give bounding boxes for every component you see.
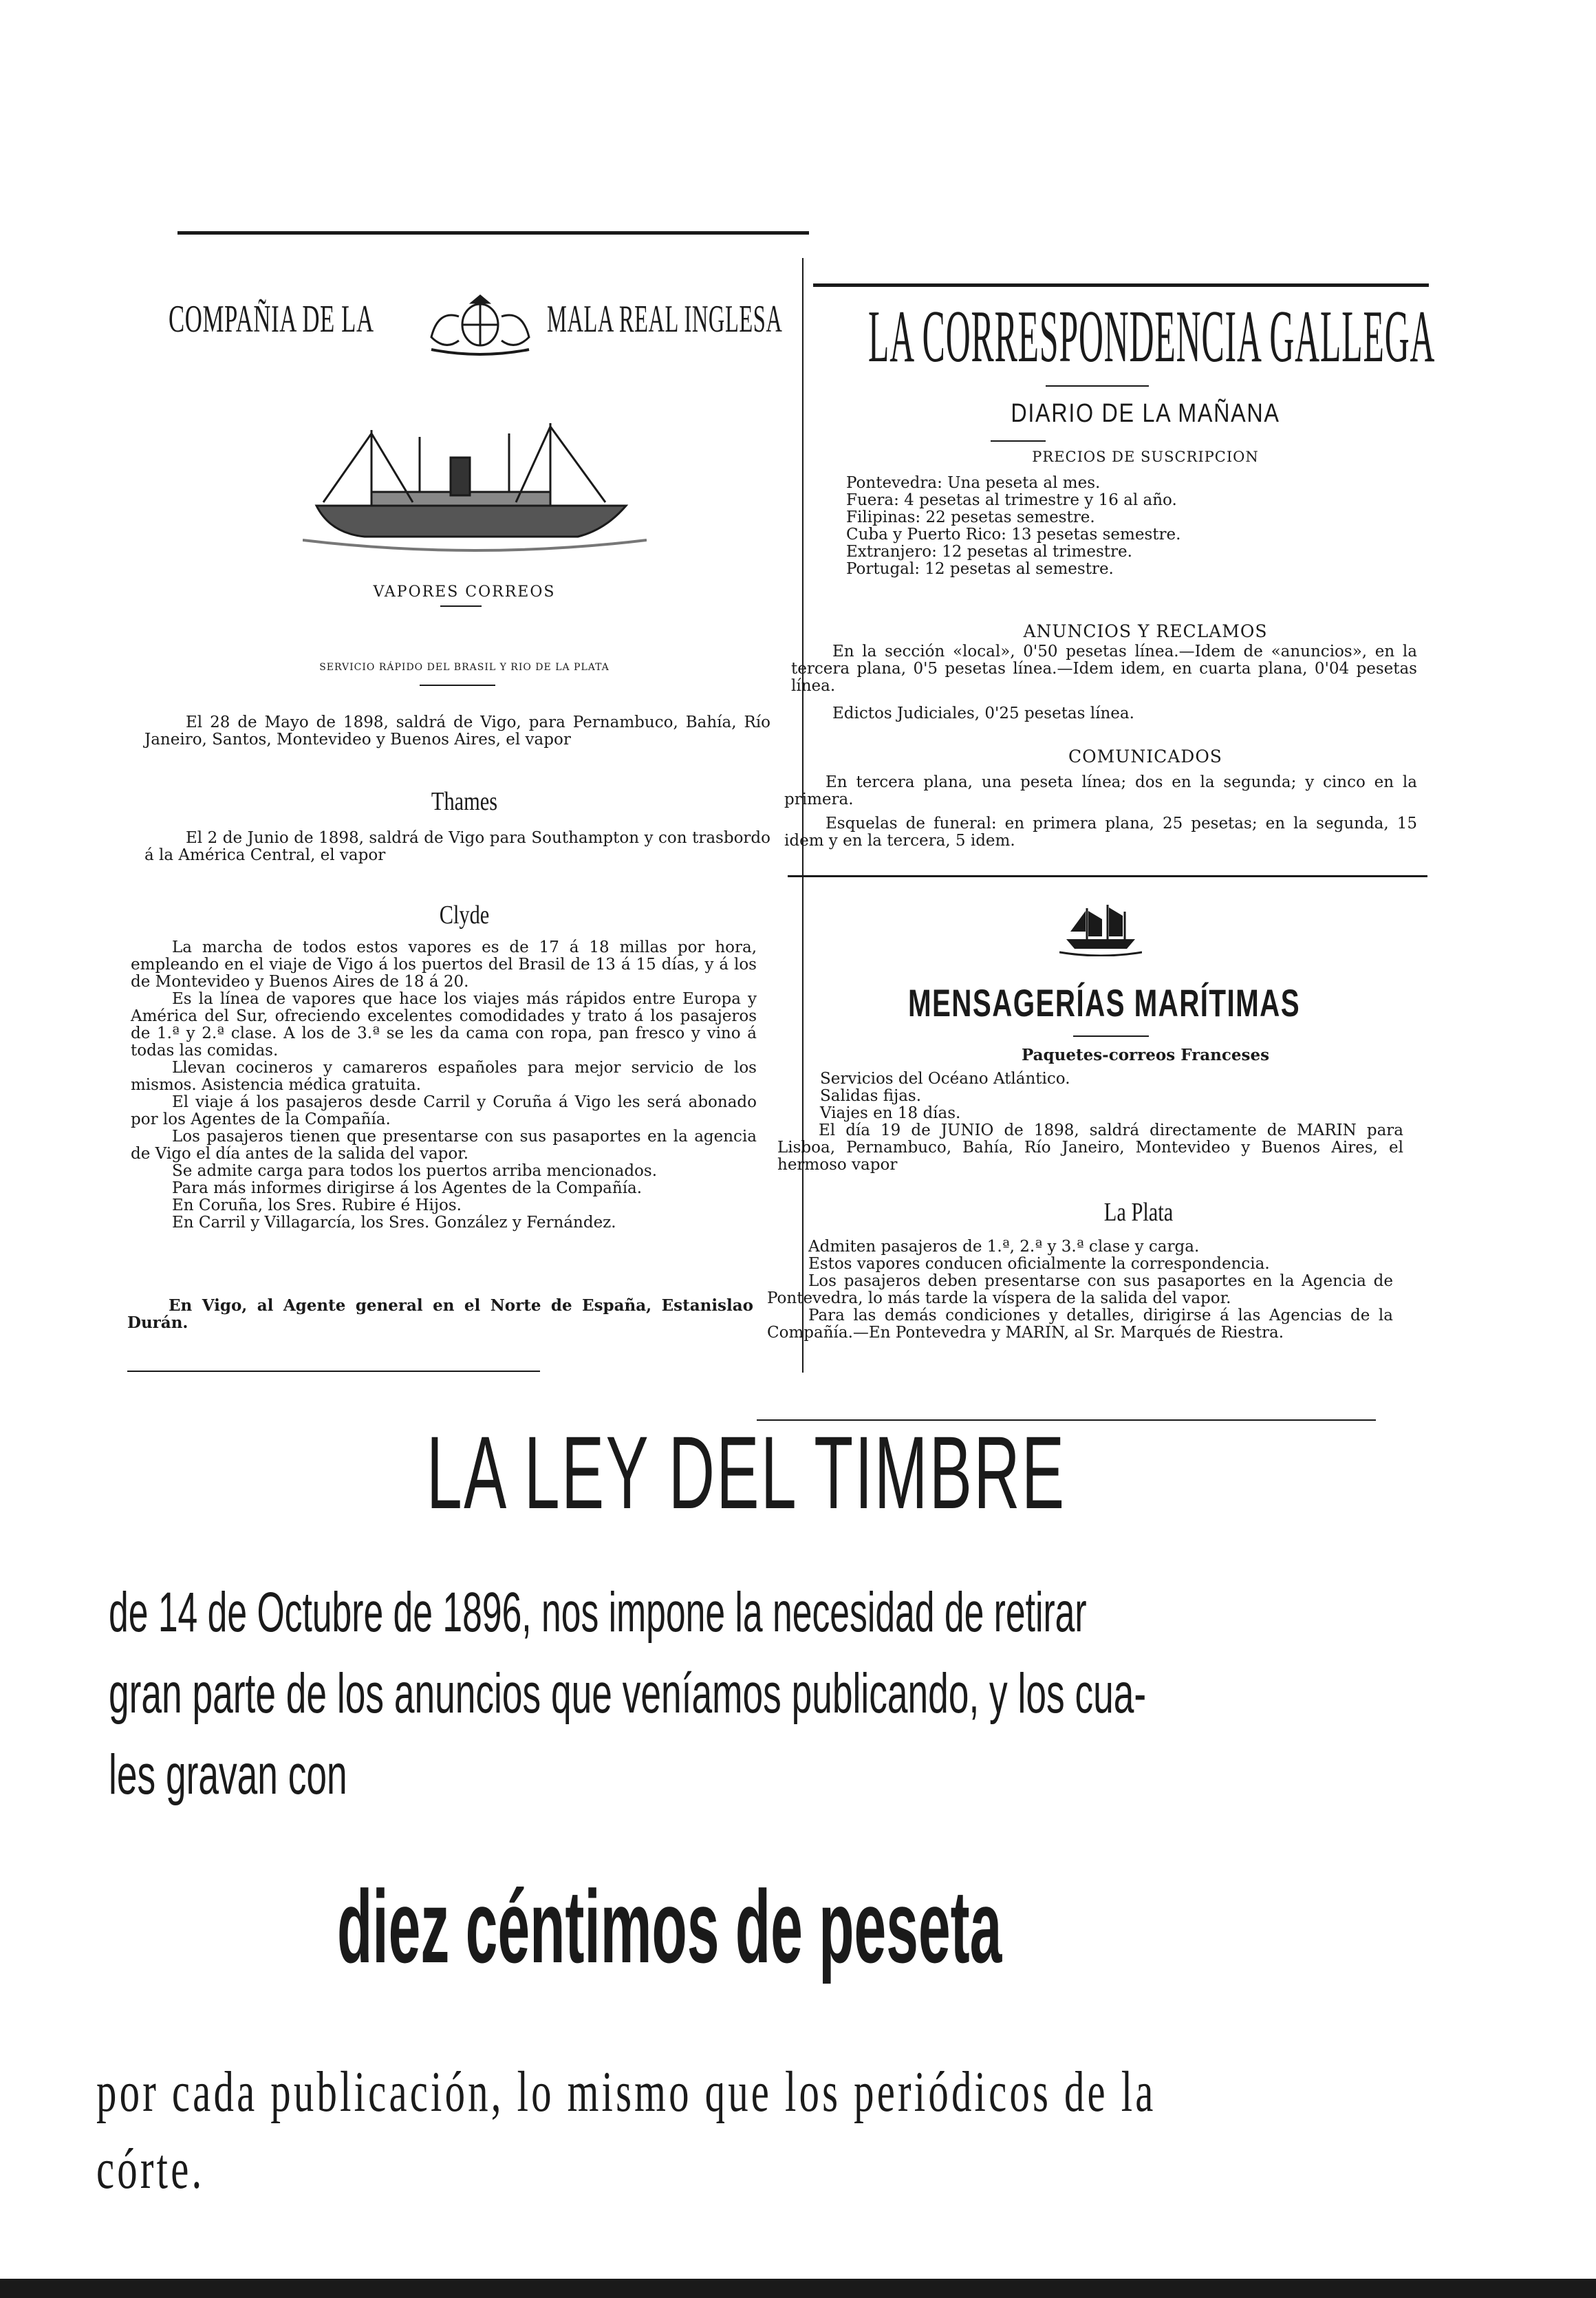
masthead-underline	[1046, 385, 1149, 387]
paragraph-speed: La marcha de todos estos vapores es de 17 á 18 millas por hora, empleando en el viaje de Vigo á los puertos del Brasil de 13 á 15 días, y á los de Montevideo y Buenos Aires de 18 á 20.	[131, 938, 757, 991]
mensajerias-subtitle: Paquetes-correos Franceses	[1021, 1046, 1270, 1064]
vapores-correos: VAPORES CORREOS	[373, 583, 556, 601]
paragraph-passports: Los pasajeros tienen que presentarse con sus pasaportes en la agencia de Vigo el día antes de la salida del vapor.	[131, 1128, 757, 1163]
ley-line-2: gran parte de los anuncios que veníamos publicando, y los cua-	[109, 1662, 1147, 1725]
top-rule-left	[177, 231, 809, 235]
precio-cuba: Cuba y Puerto Rico: 13 pesetas semestre.	[846, 526, 1181, 544]
ship-name-thames: Thames	[431, 787, 498, 816]
edictos: Edictos Judiciales, 0'25 pesetas línea.	[832, 705, 1134, 722]
paragraph-carril: En Carril y Villagarcía, los Sres. González y Fernández.	[172, 1214, 616, 1232]
esquelas: Esquelas de funeral: en primera plana, 25 pesetas; en la segunda, 15 idem y en la tercera, 5 idem.	[784, 815, 1417, 850]
comunicados-heading: COMUNICADOS	[1068, 747, 1222, 766]
mensajerias-para-1: Admiten pasajeros de 1.ª, 2.ª y 3.ª clase y carga.	[808, 1238, 1200, 1256]
mensajerias-line-1: Servicios del Océano Atlántico.	[820, 1070, 1070, 1088]
servicio-underline	[420, 685, 495, 686]
sailing-notice-1: El 28 de Mayo de 1898, saldrá de Vigo, para Pernambuco, Bahía, Río Janeiro, Santos, Montevideo y Buenos Aires, el vapor	[144, 713, 770, 749]
paragraph-info: Para más informes dirigirse á los Agentes de la Compañía.	[172, 1179, 643, 1197]
header-right-text: MALA REAL INGLESA	[547, 298, 783, 341]
sailing-ship-icon	[1059, 901, 1142, 956]
anuncios-text: En la sección «local», 0'50 pesetas línea.—Idem de «anuncios», en la tercera plana, 0'5 pesetas línea.—Idem idem, en cuarta plana, 0'04 pesetas línea.	[791, 643, 1417, 695]
company-header	[169, 289, 795, 358]
mensajerias-para-2: Estos vapores conducen oficialmente la correspondencia.	[808, 1255, 1270, 1273]
ley-line-1: de 14 de Octubre de 1896, nos impone la necesidad de retirar	[109, 1581, 1087, 1644]
precio-pontevedra: Pontevedra: Una peseta al mes.	[846, 474, 1101, 492]
paragraph-route: Es la línea de vapores que hace los viajes más rápidos entre Europa y América del Sur, ofreciendo excelentes comodidades y trato á los pasajeros de 1.ª y 2.ª clase. A los de 3.ª se les da cama con ropa, pan fresco y vino á todas las comidas.	[131, 990, 757, 1060]
ley-line-3: les gravan con	[109, 1743, 347, 1806]
mensajerias-paragraphs	[767, 1238, 1393, 1342]
ship-name-la-plata: La Plata	[1103, 1198, 1174, 1227]
paragraph-cooks: Llevan cocineros y camareros españoles para mejor servicio de los mismos. Asistencia médica gratuita.	[131, 1059, 757, 1094]
steamship-illustration	[303, 416, 647, 554]
servicio-line: SERVICIO RÁPIDO DEL BRASIL Y RIO DE LA PLATA	[319, 662, 610, 673]
ley-closing	[96, 2054, 1472, 2208]
closing-line-1: por cada publicación, lo mismo que los periódicos de la	[96, 2060, 1156, 2124]
top-rule-right	[813, 283, 1429, 287]
mensajerias-sailing: El día 19 de JUNIO de 1898, saldrá directamente de MARIN para Lisboa, Pernambuco, Bahía, Río Janeiro, Montevideo y Buenos Aires, el hermoso vapor	[777, 1121, 1403, 1174]
comunicados-text: En tercera plana, una peseta línea; dos en la segunda; y cinco en la primera.	[784, 773, 1417, 808]
precio-filipinas: Filipinas: 22 pesetas semestre.	[846, 508, 1095, 526]
subtitle-underline	[991, 440, 1046, 442]
anuncios-heading: ANUNCIOS Y RECLAMOS	[1023, 621, 1268, 641]
ley-body	[109, 1572, 1485, 1816]
mensajerias-line-2: Salidas fijas.	[820, 1087, 922, 1105]
diez-centimos: diez céntimos de peseta	[337, 1869, 1002, 1984]
closing-line-2: córte.	[96, 2137, 205, 2201]
paragraph-travel: El viaje á los pasajeros desde Carril y Coruña á Vigo les será abonado por los Agentes de la Compañía.	[131, 1093, 757, 1128]
masthead-subtitle: DIARIO DE LA MAÑANA	[1011, 399, 1280, 428]
precio-portugal: Portugal: 12 pesetas al semestre.	[846, 560, 1114, 578]
ship-name-clyde: Clyde	[439, 901, 490, 930]
vapores-underline	[440, 605, 482, 607]
agent-vigo: En Vigo, al Agente general en el Norte de España, Estanislao Durán.	[127, 1296, 753, 1332]
header-left-text: COMPAÑIA DE LA	[169, 298, 374, 341]
mensajerias-para-4: Para las demás condiciones y detalles, dirigirse á las Agencias de la Compañía.—En Pontevedra y MARIN, al Sr. Marqués de Riestra.	[767, 1307, 1393, 1342]
mensajerias-lines	[820, 1071, 1405, 1122]
section-rule	[788, 875, 1427, 877]
bottom-rule-left	[127, 1371, 540, 1372]
mensajerias-underline	[1073, 1035, 1149, 1037]
mensajerias-para-3: Los pasajeros deben presentarse con sus pasaportes en la Agencia de Pontevedra, lo más tarde la víspera de la salida del vapor.	[767, 1272, 1393, 1307]
mensajerias-line-3: Viajes en 18 días.	[820, 1104, 961, 1122]
precio-fuera: Fuera: 4 pesetas al trimestre y 16 al año.	[846, 491, 1177, 509]
precio-extranjero: Extranjero: 12 pesetas al trimestre.	[846, 543, 1132, 561]
page-bottom-border	[0, 2279, 1596, 2298]
masthead: LA CORRESPONDENCIA GALLEGA	[868, 296, 1436, 378]
mensajerias-title: MENSAGERÍAS MARÍTIMAS	[907, 981, 1301, 1024]
paragraph-cargo: Se admite carga para todos los puertos arriba mencionados.	[172, 1162, 658, 1180]
paragraph-coruna: En Coruña, los Sres. Rubire é Hijos.	[172, 1196, 462, 1214]
ley-heading: LA LEY DEL TIMBRE	[427, 1415, 1066, 1530]
royal-coat-of-arms-icon	[418, 289, 543, 358]
sailing-notice-2: El 2 de Junio de 1898, saldrá de Vigo para Southampton y con trasbordo á la América Central, el vapor	[144, 829, 770, 864]
left-paragraphs	[131, 939, 757, 1232]
precios-heading: PRECIOS DE SUSCRIPCION	[1032, 449, 1259, 465]
precios-list	[846, 475, 1431, 578]
